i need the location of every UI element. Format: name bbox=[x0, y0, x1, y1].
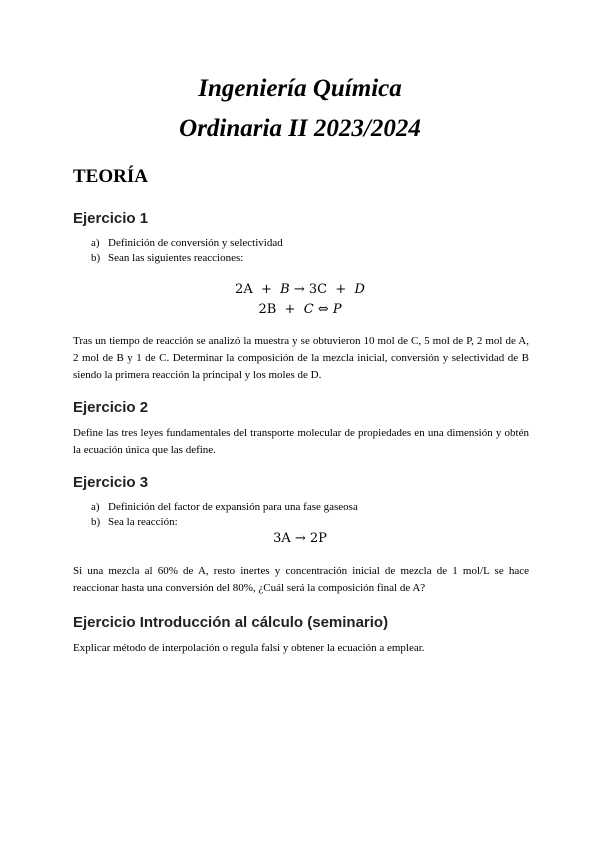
paragraph-line: la ecuación única que las define. bbox=[73, 444, 216, 456]
list-marker: a) bbox=[91, 501, 100, 513]
exercise-3-list bbox=[91, 500, 358, 530]
exercise-4-heading: Ejercicio Introducción al cálculo (seminario) bbox=[73, 614, 389, 631]
paragraph-line: Si una mezcla al 60% de A, resto inertes y concentración inicial de mezcla de 1 mol/L se hace bbox=[73, 565, 529, 577]
list-item-text: Sean las siguientes reacciones: bbox=[108, 252, 244, 264]
list-item-text: Definición del factor de expansión para una fase gaseosa bbox=[108, 501, 358, 513]
list-item bbox=[91, 500, 358, 515]
document-title: Ingeniería Química bbox=[198, 75, 402, 102]
list-marker: b) bbox=[91, 516, 101, 528]
list-marker: a) bbox=[91, 237, 100, 249]
exercise-2-heading: Ejercicio 2 bbox=[73, 399, 149, 416]
section-heading: TEORÍA bbox=[73, 166, 148, 187]
list-item bbox=[91, 515, 358, 530]
list-marker: b) bbox=[91, 252, 101, 264]
equation: 3A → 2P bbox=[273, 531, 327, 546]
list-item bbox=[91, 251, 283, 266]
paragraph-line: Tras un tiempo de reacción se analizó la muestra y se obtuvieron 10 mol de C, 5 mol de P, 2 mol de A, bbox=[73, 335, 529, 347]
exercise-1-list bbox=[91, 236, 283, 266]
paragraph-line: reaccionar hasta una conversión del 80%, ¿Cuál será la composición final de A? bbox=[73, 582, 426, 594]
paragraph-line: Explicar método de interpolación o regula falsi y obtener la ecuación a emplear. bbox=[73, 642, 425, 654]
exercise-1-paragraph bbox=[73, 333, 529, 384]
equation: 2A + B → 3C + D bbox=[235, 282, 365, 297]
paragraph-line: Define las tres leyes fundamentales del transporte molecular de propiedades en una dimensión y obtén bbox=[73, 427, 529, 439]
document-subtitle: Ordinaria II 2023/2024 bbox=[179, 115, 421, 142]
exercise-3-paragraph bbox=[73, 563, 529, 597]
exercise-4-paragraph bbox=[73, 640, 529, 657]
paragraph-line: 2 mol de B y 1 de C. Determinar la composición de la mezcla inicial, conversión y selectividad de B bbox=[73, 352, 529, 364]
paragraph-line: siendo la primera reacción la principal y los moles de D. bbox=[73, 369, 322, 381]
list-item bbox=[91, 236, 283, 251]
equation: 2B + C ⇔ P bbox=[258, 302, 342, 317]
list-item-text: Sea la reacción: bbox=[108, 516, 178, 528]
exercise-2-paragraph bbox=[73, 425, 529, 459]
exercise-1-heading: Ejercicio 1 bbox=[73, 210, 149, 227]
list-item-text: Definición de conversión y selectividad bbox=[108, 237, 283, 249]
exercise-3-heading: Ejercicio 3 bbox=[73, 474, 149, 491]
